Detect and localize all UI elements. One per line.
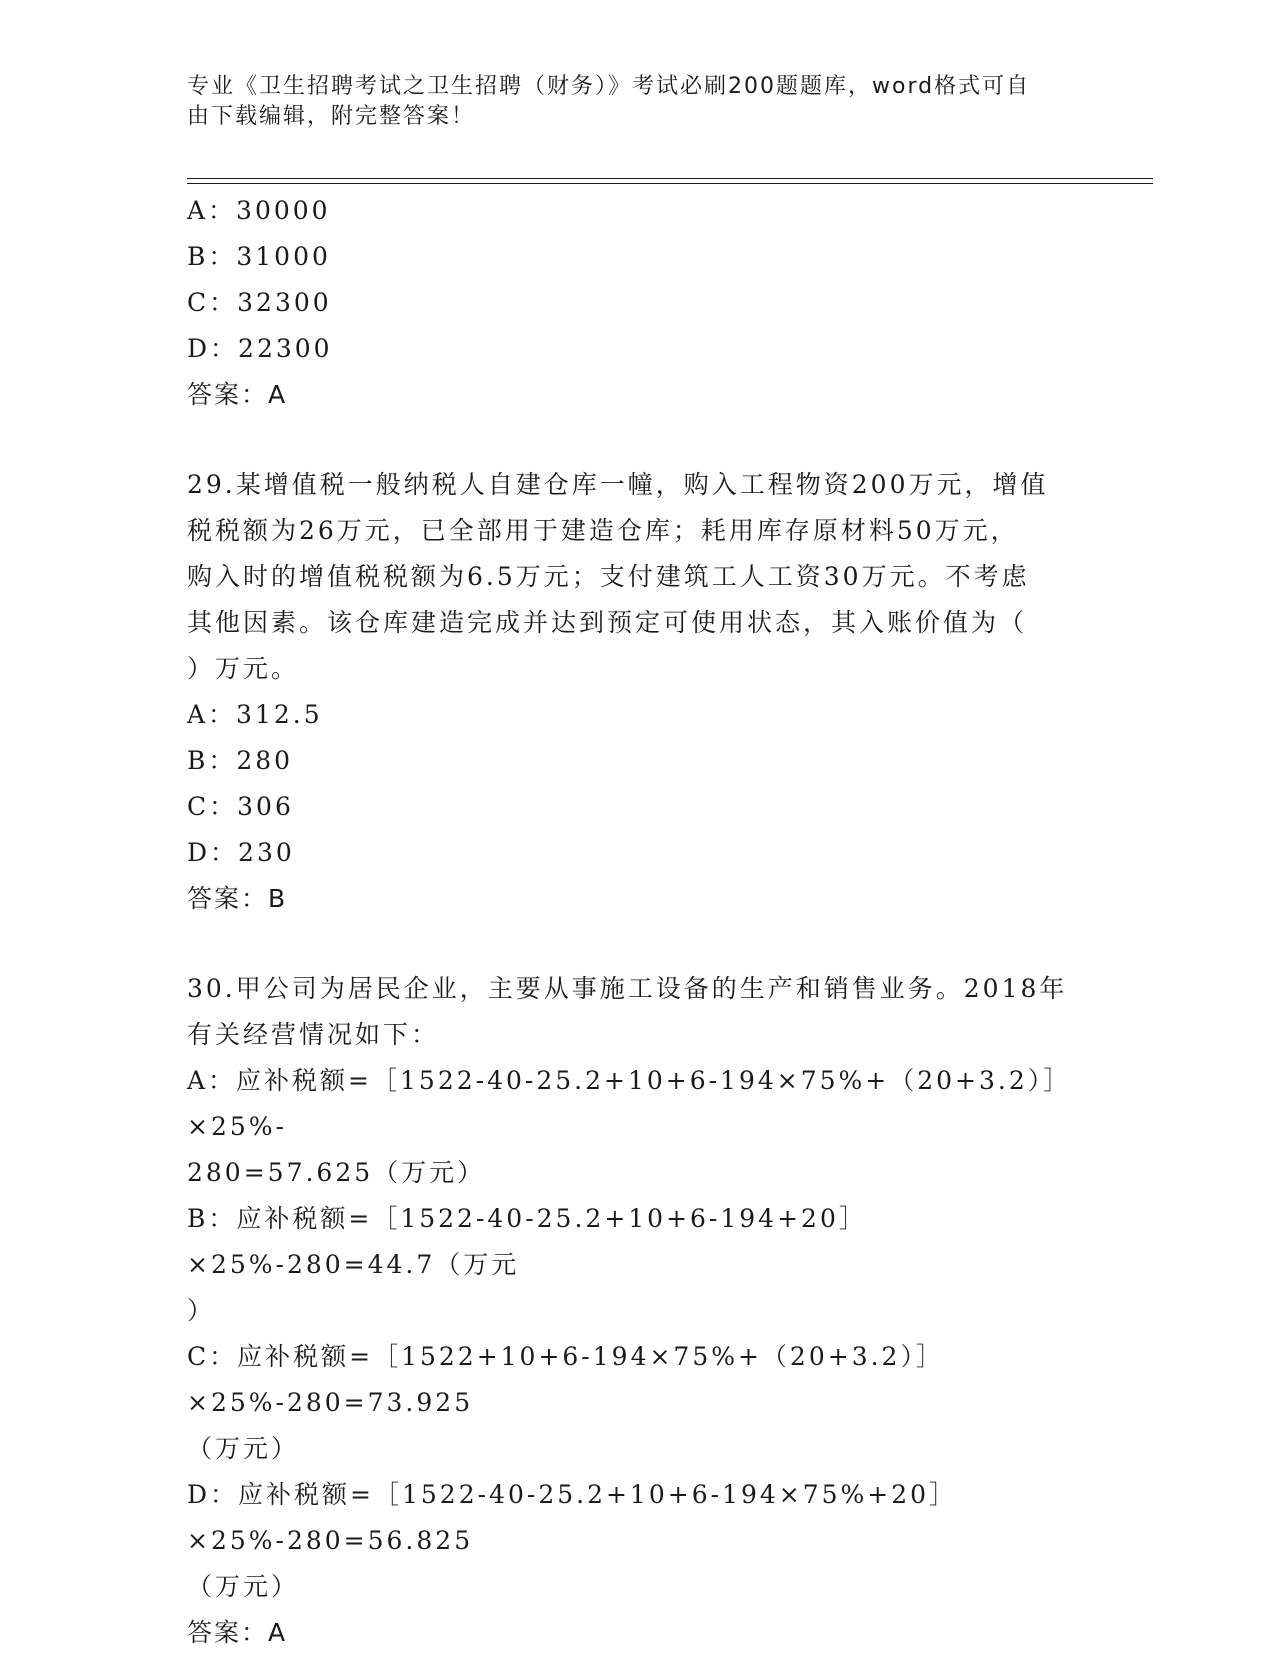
option-b: B：31000 [187,242,331,271]
question-stem-line: 30.甲公司为居民企业，主要从事施工设备的生产和销售业务。2018年 [187,974,1068,1003]
header-divider-top [187,178,1153,179]
option-d: D：230 [187,838,295,867]
document-header [187,72,1067,132]
question-30 [187,966,1077,1656]
option-d: D：22300 [187,334,333,363]
question-content [187,188,1077,1656]
option-c: C：应补税额=［1522+10+6-194×75%+（20+3.2）］×25%-280=73.925 [187,1342,944,1417]
header-line-2: 由下载编辑，附完整答案！ [187,104,476,129]
option-c-continued: （万元） [187,1434,300,1463]
question-stem-line: 税税额为26万元，已全部用于建造仓库；耗用库存原材料50万元， [187,516,1019,545]
answer-line: 答案：B [187,884,288,913]
spacer [187,418,1077,462]
option-b-continued: ） [187,1296,216,1325]
option-c: C：32300 [187,288,332,317]
header-line-1: 专业《卫生招聘考试之卫生招聘（财务）》考试必刷200题题库，word格式可自 [187,74,1031,99]
question-stem-line: 29.某增值税一般纳税人自建仓库一幢，购入工程物资200万元，增值 [187,470,1049,499]
question-stem-line: 购入时的增值税税额为6.5万元；支付建筑工人工资30万元。不考虑 [187,562,1030,591]
option-a: A：312.5 [187,700,323,729]
question-stem-line: ）万元。 [187,654,300,683]
question-stem-line: 有关经营情况如下： [187,1020,440,1049]
spacer [187,922,1077,966]
option-a: A：应补税额=［1522-40-25.2+10+6-194×75%+（20+3.2）］×25%- [187,1066,1072,1141]
option-c: C：306 [187,792,294,821]
option-d-continued: （万元） [187,1572,300,1601]
answer-line: 答案：A [187,1618,288,1647]
option-d: D：应补税额=［1522-40-25.2+10+6-194×75%+20］×25%-280=56.825 [187,1480,958,1555]
option-b: B：应补税额=［1522-40-25.2+10+6-194+20］×25%-280=44.7（万元 [187,1204,867,1279]
question-28-options [187,188,1077,418]
option-b: B：280 [187,746,294,775]
question-29 [187,462,1077,922]
option-a-continued: 280=57.625（万元） [187,1158,486,1187]
option-a: A：30000 [187,196,331,225]
question-stem-line: 其他因素。该仓库建造完成并达到预定可使用状态，其入账价值为（ [187,608,1028,637]
answer-line: 答案：A [187,380,288,409]
header-divider-bottom [187,183,1153,184]
